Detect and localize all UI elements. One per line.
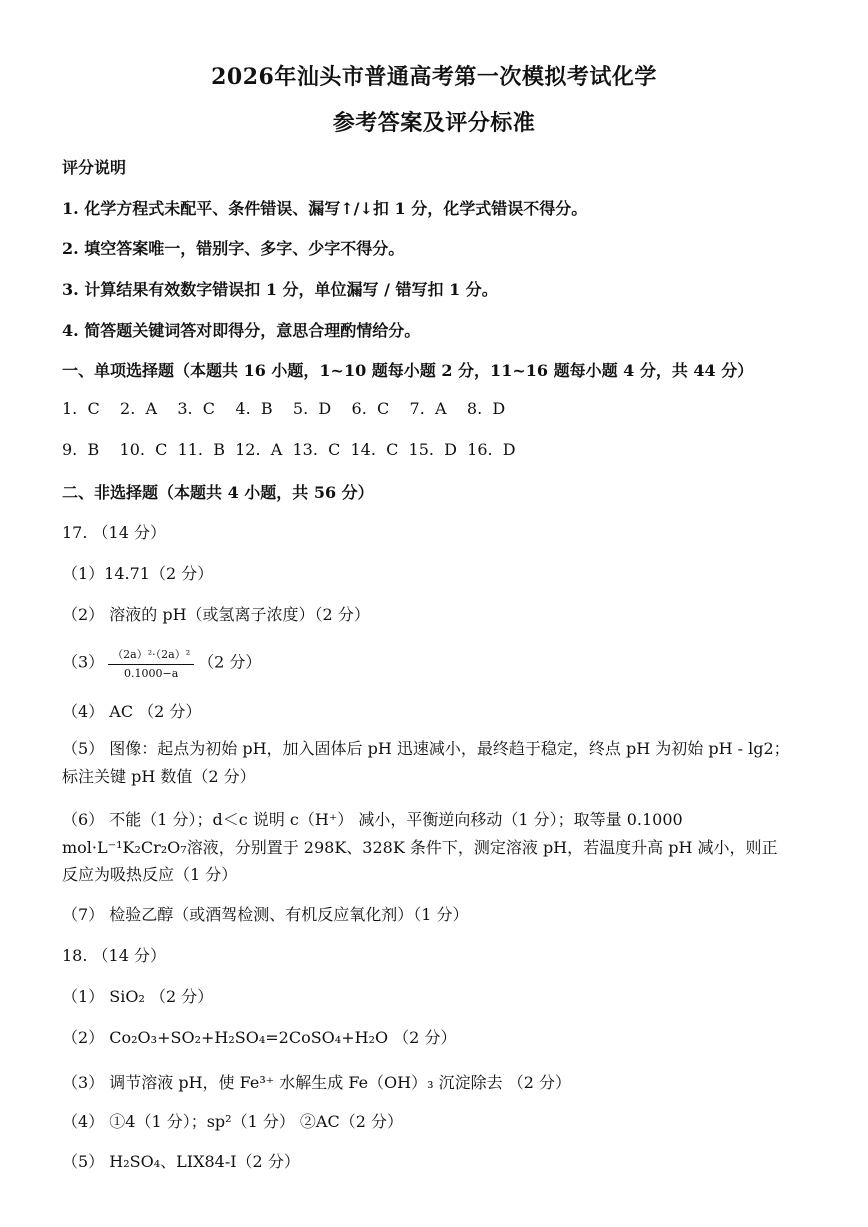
q18-answer-4: （4） ①4（1 分）；sp²（1 分） ②AC（2 分）	[62, 1112, 403, 1131]
q17-answer-3-prefix: （3）	[62, 652, 105, 672]
section-2-heading: 二、非选择题（本题共 4 小题，共 56 分）	[62, 483, 374, 502]
q18-answer-5: （5） H₂SO₄、LIX84-I（2 分）	[62, 1152, 300, 1171]
q17-answer-6-line-1: （6） 不能（1 分）；d＜c 说明 c（H⁺） 减小，平衡逆向移动（1 分）；取等量 0.1000	[62, 810, 683, 829]
doc-subtitle: 参考答案及评分标准	[332, 110, 536, 136]
fraction-denominator: 0.1000−a	[124, 667, 179, 680]
q17-answer-2: （2） 溶液的 pH（或氢离子浓度）（2 分）	[62, 605, 370, 624]
q17-equilibrium-fraction	[108, 646, 194, 680]
doc-title: 2026年汕头市普通高考第一次模拟考试化学	[211, 64, 657, 90]
q18-answer-2: （2） Co₂O₃+SO₂+H₂SO₄=2CoSO₄+H₂O （2 分）	[62, 1028, 457, 1047]
q17-answer-3-suffix: （2 分）	[198, 652, 262, 672]
note-2: 2. 填空答案唯一，错别字、多字、少字不得分。	[62, 239, 405, 258]
note-3: 3. 计算结果有效数字错误扣 1 分，单位漏写 / 错写扣 1 分。	[62, 280, 498, 299]
q17-answer-5: （5） 图像：起点为初始 pH，加入固体后 pH 迅速减小，最终趋于稳定，终点 pH 为初始 pH - lg2；标注关键 pH 数值（2 分）	[62, 739, 790, 786]
q17-answer-1: （1）14.71（2 分）	[62, 564, 214, 583]
notes-heading: 评分说明	[62, 158, 127, 177]
q18-answer-3: （3） 调节溶液 pH，使 Fe³⁺ 水解生成 Fe（OH）₃ 沉淀除去 （2 分）	[62, 1073, 571, 1092]
note-1: 1. 化学方程式未配平、条件错误、漏写↑/↓扣 1 分，化学式错误不得分。	[62, 199, 588, 218]
q17-answer-7: （7） 检验乙醇（或酒驾检测、有机反应氧化剂）（1 分）	[62, 905, 469, 924]
q18-heading: 18. （14 分）	[62, 946, 166, 965]
note-4: 4. 简答题关键词答对即得分，意思合理酌情给分。	[62, 321, 421, 340]
q17-answer-6-line-3: 反应为吸热反应（1 分）	[62, 865, 238, 884]
q17-answer-6-line-2: mol·L⁻¹K₂Cr₂O₇溶液，分别置于 298K、328K 条件下，测定溶液 pH，若温度升高 pH 减小，则正	[62, 838, 778, 857]
mc-answers-row-1: 1. C 2. A 3. C 4. B 5. D 6. C 7. A 8. D	[62, 399, 506, 418]
mc-answers-row-2: 9. B 10. C 11. B 12. A 13. C 14. C 15. D 16. D	[62, 440, 516, 459]
fraction-numerator: （2a）²·（2a）²	[108, 646, 194, 665]
section-1-heading: 一、单项选择题（本题共 16 小题，1~10 题每小题 2 分，11~16 题每小题 4 分，共 44 分）	[62, 361, 754, 380]
q17-answer-3	[62, 646, 261, 680]
q17-heading: 17. （14 分）	[62, 523, 166, 542]
q18-answer-1: （1） SiO₂ （2 分）	[62, 987, 214, 1006]
q17-answer-4: （4） AC （2 分）	[62, 702, 202, 721]
